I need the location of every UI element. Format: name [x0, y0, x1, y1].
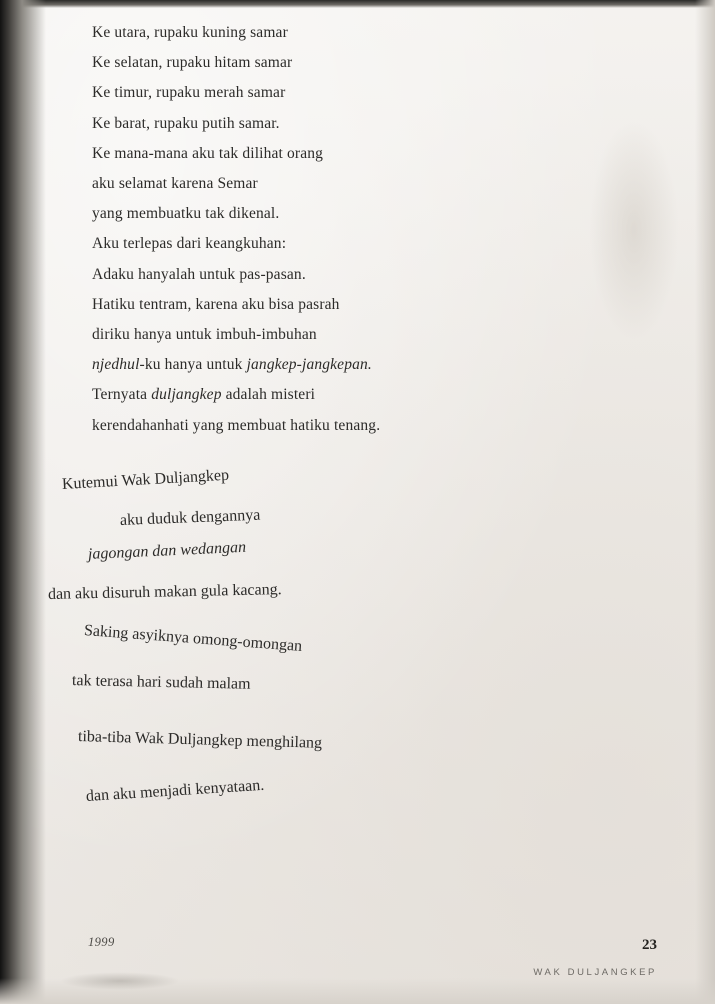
poem-line: dan aku disuruh makan gula kacang. — [47, 581, 282, 603]
poem-line: Ke selatan, rupaku hitam samar — [92, 54, 293, 72]
poem-line: aku selamat karena Semar — [92, 175, 258, 193]
poem-line: tiba-tiba Wak Duljangkep menghilang — [77, 728, 323, 752]
poem-line: Saking asyiknya omong-omongan — [83, 622, 303, 655]
poem-line-mixed: njedhul-ku hanya untuk jangkep-jangkepan. — [92, 356, 372, 374]
poem-line-mixed: kerendahanhati yang membuat hatiku tenang. — [92, 416, 381, 434]
poem-stanza-two — [0, 466, 715, 850]
poem-line: Adaku hanyalah untuk pas-pasan. — [92, 265, 306, 283]
poem-line: Ke barat, rupaku putih samar. — [92, 114, 280, 132]
running-title: WAK DULJANGKEP — [533, 967, 657, 978]
poem-stanza-one — [92, 18, 572, 441]
poem-line: yang membuatku tak dikenal. — [92, 205, 280, 223]
poem-line: jagongan dan wedangan — [87, 538, 247, 563]
poem-line: Hatiku tentram, karena aku bisa pasrah — [92, 295, 340, 313]
poem-line: Kutemui Wak Duljangkep — [61, 466, 230, 493]
poem-line: dan aku menjadi kenyataan. — [85, 776, 265, 805]
poem-line: Ke timur, rupaku merah samar — [92, 84, 286, 102]
poem-line: Ke utara, rupaku kuning samar — [92, 24, 288, 41]
poem-line: diriku hanya untuk imbuh-imbuhan — [92, 326, 317, 344]
poem-line: Ke mana-mana aku tak dilihat orang — [92, 144, 324, 162]
poem-line: aku duduk dengannya — [119, 506, 261, 529]
poem-line: Aku terlepas dari keangkuhan: — [92, 235, 287, 253]
poem-year: 1999 — [88, 935, 115, 949]
poem-line-mixed: Ternyata duljangkep adalah misteri — [92, 386, 316, 404]
poem-line: tak terasa hari sudah malam — [71, 672, 251, 693]
page-number: 23 — [642, 937, 657, 953]
